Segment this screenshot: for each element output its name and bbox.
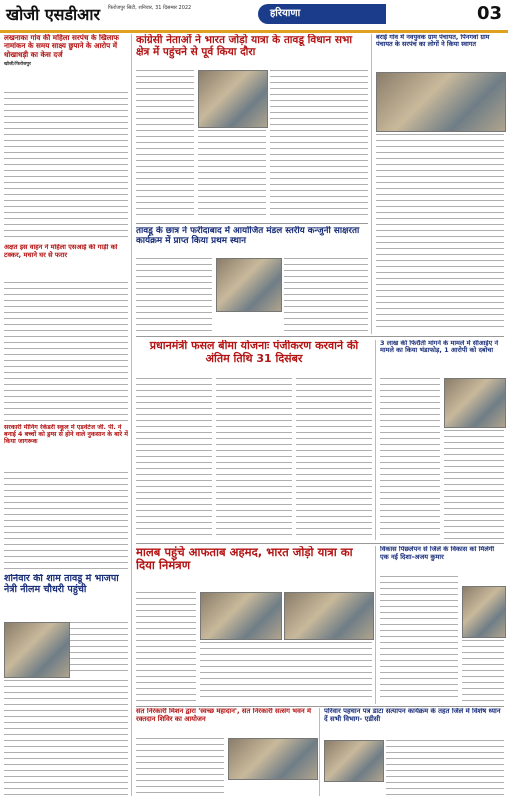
story-family-id [324,708,504,738]
story-body-text [296,378,372,540]
story-body-text [444,430,504,540]
story-body-text [198,130,266,220]
story-body-text [136,592,196,702]
story-headline: प्रधानमंत्री फसल बीमा योजनाः पंजीकरण करवाने की अंतिम तिथि 31 दिसंबर [149,340,359,365]
story-photo [324,740,384,782]
story-headline: 3 लाख की फिरौती मांगने के मामले में सीआईए ने मामले का किया भंडाफोड़, 1 आरोपी को दबोचा [380,340,499,355]
story-headline: परिवार पहचान पत्र डाटा सत्यापन कार्यक्रम के तहत जिले में विशेष ध्यान दें सभी विभाग- एडीसी [324,708,501,723]
story-photo [216,258,282,312]
story-headline: तावडू के छात्र ने फरीदाबाद में आयोजित मंडल स्तरीय कन्जुनी साक्षरता कार्यक्रम में प्राप्त किया प्रथम स्थान [136,226,360,247]
newspaper-brand: खोजी एसडीआर [6,5,101,24]
story-photo [462,586,506,638]
story-body-text [216,378,292,540]
story-photo [4,622,70,678]
story-photo [228,738,318,780]
story-headline: मालब पहुंचे आफताब अहमद, भारत जोड़ो यात्रा का दिया निमंत्रण [136,546,353,573]
story-ransom [380,340,504,376]
story-headline: कांग्रेसी नेताओं ने भारत जोड़ो यात्रा के तावडू विधान सभा क्षेत्र में पहुंचने से पूर्व किया दौरा [136,34,353,59]
story-divider [136,706,504,707]
column-divider [375,340,376,540]
story-body-text [270,70,368,220]
story-body-text [136,258,212,332]
story-bjp-leader [4,574,128,618]
story-nirankari [136,708,316,736]
story-photo [200,592,282,640]
story-body-text [284,258,368,332]
story-body-text [200,642,372,702]
story-photo [376,72,506,132]
story-divider [136,223,368,224]
story-headline: लखनाका गांव की महिला सरपंच के खिलाफ नामांकन के समय साक्ष्य छुपाने के आरोप में धोखाधड़ी का केस दर्ज [4,34,119,59]
story-divider [136,543,504,544]
story-headline: सरकारी मीनिंग रेकेंडरी स्कूल में एडवेंटेज जी. पी. ने बनाई 4 बच्चों को ड्रग्स से होने वाले नुकसान के बारे में किया जागरूक [4,424,128,446]
story-body-text [4,680,128,796]
story-barai [376,34,504,70]
column-divider [319,708,320,796]
edition-meta: फिरोजपुर सिटी, शनिवार, 31 दिसम्बर 2022 [108,5,192,11]
column-divider [131,34,132,796]
story-divider [136,336,504,337]
story-congress [136,34,368,68]
story-body-text [4,472,128,572]
story-body-text [386,740,504,796]
section-label: हरियाणा [258,4,386,24]
story-headline: बराई गांव में नवयुवक ग्राम पंचायत, पिनगवां ग्राम पंचायत के सरपंच का लोगों ने किया स्वागत [376,34,490,49]
story-development [380,546,504,574]
story-school [4,424,128,470]
page-number: 03 [476,3,502,24]
story-body-text [136,738,224,796]
story-photo [284,592,374,640]
story-body-text [380,576,458,702]
story-photo [198,70,268,128]
story-body-text [380,462,440,540]
story-body-text [380,378,440,458]
column-divider [375,546,376,704]
story-body-text [70,622,128,676]
story-headline: विकास पिछलेपन से जिले के विकास को मिलेगी एक नई दिशा-अजय कुमार [380,546,495,561]
masthead [0,0,508,33]
column-divider [371,34,372,334]
story-body-text [136,378,212,540]
story-headline: अक्षत इस वाहन ने महिला एसआई की गाड़ी को टक्कर, मचाने घर से फरार [4,244,118,259]
story-photo [444,378,506,428]
story-crop-insurance [136,340,372,376]
story-body-text [462,640,504,702]
story-student [136,226,368,258]
story-headline: शनिवार की शाम तावडू में भाजपा नेत्री नीलम चौधरी पहुंची [4,574,119,595]
story-vehicle [4,244,128,280]
story-body-text [136,70,194,220]
story-byline: खोजी/फिरोजपुर [4,61,31,67]
story-body-text [4,92,128,242]
story-body-text [4,282,128,422]
story-headline: संत निरंकारी मिशन द्वारा 'स्वच्छ महादान', संत निरंकारी सत्संग भवन में रक्तदान शिविर का आयोजन [136,708,312,723]
story-body-text [376,134,504,332]
story-aftab [136,546,372,590]
